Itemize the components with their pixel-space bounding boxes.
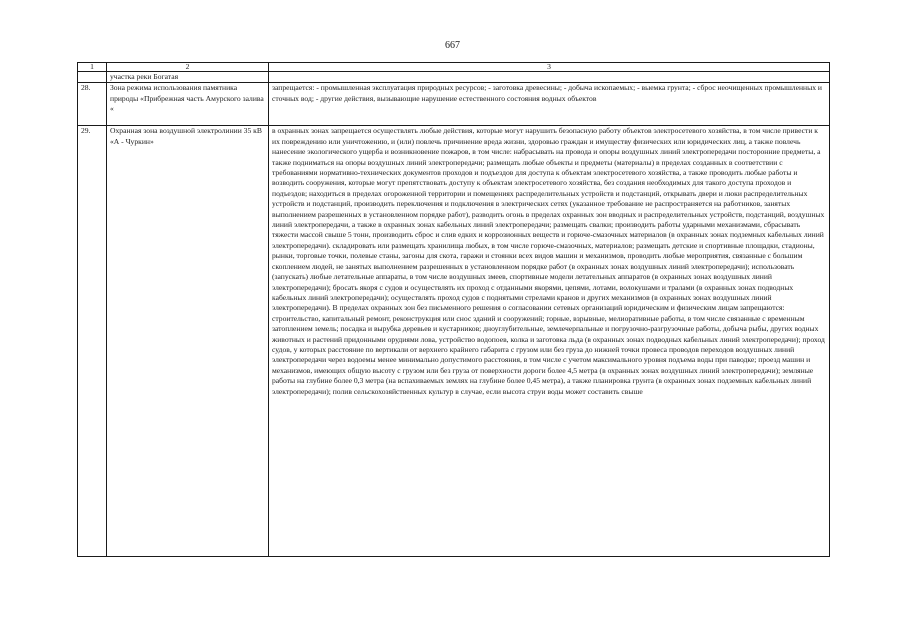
table-header-row (78, 63, 830, 72)
column-number-1: 1 (78, 63, 107, 72)
page-number: 667 (445, 40, 460, 51)
restrictions-cell (269, 126, 830, 557)
row-number-cell: 29. (78, 126, 107, 557)
column-number-2: 2 (107, 63, 269, 72)
zone-name-cell: участка реки Богатая (107, 72, 269, 83)
row-number-cell (78, 72, 107, 83)
zone-name-cell: Зона режима использования памятника природы «Прибрежная часть Амурского залива « (107, 83, 269, 126)
zones-table (77, 62, 830, 557)
table-row-continuation (78, 72, 830, 83)
restrictions-cell (269, 72, 830, 83)
row-number-cell: 28. (78, 83, 107, 126)
table-row-29 (78, 126, 830, 557)
zone-name-cell: Охранная зона воздушной электролинии 35 кВ «А - Чуркин» (107, 126, 269, 557)
restrictions-cell: запрещается: - промышленная эксплуатация природных ресурсов; - заготовка древесины; - добыча ископаемых; - выемка грунта; - сброс неочищенных промышленных и сточных вод; - другие действия, вызывающие нарушение естественного состояния водных объектов (269, 83, 830, 126)
column-number-3: 3 (269, 63, 830, 72)
restrictions-text: в охранных зонах запрещается осуществлять любые действия, которые могут нарушить безопасную работу объектов электросетевого хозяйства, в том числе привести к их повреждению или уничтожению, и (или) повлечь причинение вреда жизни, здоровью граждан и имуществу физических или юридических лиц, а также повлечь нанесение экологического ущерба и возникновение пожаров, в том числе: набрасывать на провода и опоры воздушных линий электропередачи посторонние предметы, а также подниматься на опоры воздушных линий электропередачи; размещать любые объекты и предметы (материалы) в пределах созданных в соответствии с требованиями нормативно-технических документов проходов и подъездов для доступа к объектам электросетевого хозяйства, а также проводить любые работы и возводить сооружения, которые могут препятствовать доступу к объектам электросетевого хозяйства, без создания необходимых для такого доступа проходов и подъездов; находиться в пределах огороженной территории и помещениях распределительных устройств и подстанций, открывать двери и люки распределительных устройств и подстанций, производить переключения и подключения в электрических сетях (указанное требование не распространяется на работников, занятых выполнением разрешенных в установленном порядке работ), разводить огонь в пределах охранных зон вводных и распределительных устройств, подстанций, воздушных линий электропередачи, а также в охранных зонах кабельных линий электропередачи; размещать свалки; производить работы ударными механизмами, сбрасывать тяжести массой свыше 5 тонн, производить сброс и слив едких и коррозионных веществ и горюче-смазочных материалов (в охранных зонах подземных кабельных линий электропередачи). складировать или размещать хранилища любых, в том числе горюче-смазочных, материалов; размещать детские и спортивные площадки, стадионы, рынки, торговые точки, полевые станы, загоны для скота, гаражи и стоянки всех видов машин и механизмов, проводить любые мероприятия, связанные с большим скоплением людей, не занятых выполнением разрешенных в установленном порядке работ (в охранных зонах воздушных линий электропередачи); использовать (запускать) любые летательные аппараты, в том числе воздушных змеев, спортивные модели летательных аппаратов (в охранных зонах воздушных линий электропередачи); бросать якоря с судов и осуществлять их проход с отданными якорями, цепями, лотами, волокушами и тралами (в охранных зонах подводных кабельных линий электропередачи); осуществлять проход судов с поднятыми стрелами кранов и других механизмов (в охранных зонах воздушных линий электропередачи). В пределах охранных зон без письменного решения о согласовании сетевых организаций юридическим и физическим лицам запрещаются: строительство, капитальный ремонт, реконструкция или снос зданий и сооружений; горные, взрывные, мелиоративные работы, в том числе связанные с временным затоплением земель; посадка и вырубка деревьев и кустарников; дноуглубительные, землечерпальные и погрузочно-разгрузочные работы, добыча рыбы, других водных животных и растений придонными орудиями лова, устройство водопоев, колка и заготовка льда (в охранных зонах подводных кабельных линий электропередачи); проход судов, у которых расстояние по вертикали от верхнего крайнего габарита с грузом или без груза до нижней точки провеса проводов переходов воздушных линий электропередачи через водоемы менее минимально допустимого расстояния, в том числе с учетом максимального уровня подъема воды при паводке; проезд машин и механизмов, имеющих общую высоту с грузом или без груза от поверхности дороги более 4,5 метра (в охранных зонах воздушных линий электропередачи); земляные работы на глубине более 0,3 метра (на вспахиваемых землях на глубине более 0,45 метра), а также планировка грунта (в охранных зонах подземных кабельных линий электропередачи); полив сельскохозяйственных культур в случае, если высота струи воды может составить свыше (272, 126, 825, 396)
table-row-28 (78, 83, 830, 126)
